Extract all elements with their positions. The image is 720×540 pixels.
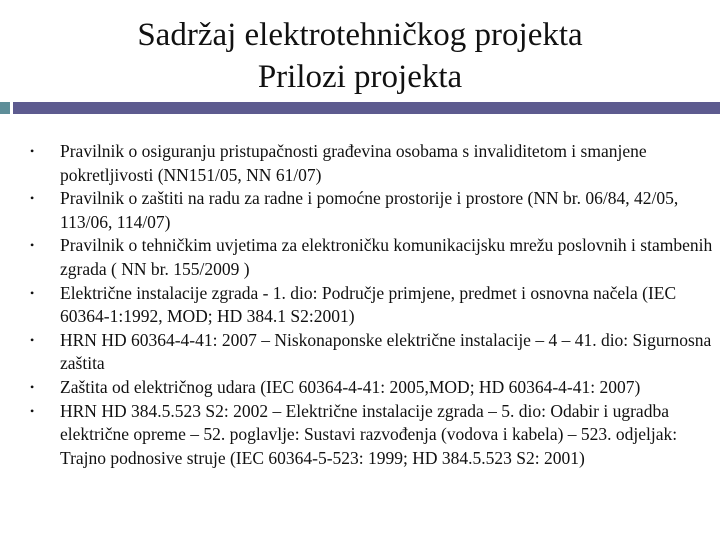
list-item-text: HRN HD 384.5.523 S2: 2002 – Električne instalacije zgrada – 5. dio: Odabir i ugradba električne opreme – 52. poglavlje: Sustavi razvođenja (vodova i kabela) – 523. odjeljak: Trajno podnosive struje (IEC 60364-5-523: 1999; HD 384.5.523 S2: 2001) bbox=[60, 400, 678, 468]
slide-title bbox=[0, 14, 720, 98]
list-item-text: HRN HD 60364-4-41: 2007 – Niskonaponske električne instalacije – 4 – 41. dio: Sigurnosna zaštita bbox=[60, 329, 712, 374]
list-item bbox=[30, 187, 714, 234]
list-item bbox=[30, 400, 714, 471]
bullet-icon: • bbox=[30, 238, 35, 253]
bullet-icon: • bbox=[30, 191, 35, 206]
list-item bbox=[30, 234, 714, 281]
list-item-text: Električne instalacije zgrada - 1. dio: Područje primjene, predmet i osnovna načela (IEC 60364-1:1992, MOD; HD 384.1 S2:2001) bbox=[60, 282, 677, 327]
title-divider-band bbox=[0, 102, 720, 114]
list-item-text: Pravilnik o tehničkim uvjetima za elektroničku komunikacijsku mrežu poslovnih i stambenih zgrada ( NN br. 155/2009 ) bbox=[60, 235, 713, 279]
list-item-text: Pravilnik o osiguranju pristupačnosti građevina osobama s invaliditetom i smanjene pokretljivosti (NN151/05, NN 61/07) bbox=[60, 141, 647, 185]
list-item bbox=[30, 140, 714, 187]
list-item-text: Pravilnik o zaštiti na radu za radne i pomoćne prostorije i prostore (NN br. 06/84, 42/05, 113/06, 114/07) bbox=[60, 188, 679, 232]
list-item bbox=[30, 329, 714, 376]
bullet-icon: • bbox=[30, 285, 35, 300]
bullet-icon: • bbox=[30, 332, 35, 347]
bullet-icon: • bbox=[30, 379, 35, 394]
title-line-2: Prilozi projekta bbox=[257, 59, 463, 95]
divider-purple-bar bbox=[13, 102, 720, 114]
list-item bbox=[30, 376, 714, 400]
list-item-text: Zaštita od električnog udara (IEC 60364-4-41: 2005,MOD; HD 60364-4-41: 2007) bbox=[60, 376, 641, 397]
regulations-list bbox=[30, 140, 714, 470]
list-item bbox=[30, 282, 714, 329]
title-line-1: Sadržaj elektrotehničkog projekta bbox=[137, 17, 583, 53]
divider-teal-block bbox=[0, 102, 10, 114]
bullet-icon: • bbox=[30, 144, 35, 158]
bullet-icon: • bbox=[30, 403, 35, 418]
